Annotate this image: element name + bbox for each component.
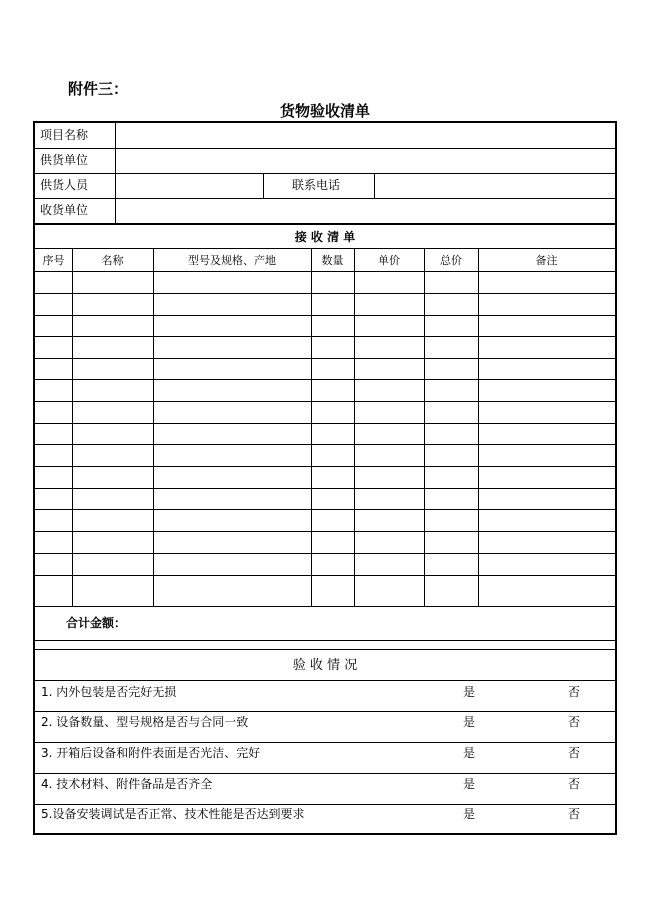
column-header: 总价 xyxy=(440,254,462,267)
section-divider xyxy=(35,223,615,225)
table-row xyxy=(35,553,615,554)
receipt-section-title: 接 收 清 单 xyxy=(294,230,356,244)
info-divider xyxy=(263,173,264,198)
table-row xyxy=(35,488,615,489)
row-divider xyxy=(35,680,615,681)
table-row xyxy=(35,271,615,272)
table-row xyxy=(35,444,615,445)
acceptance-form xyxy=(33,121,617,835)
section-divider xyxy=(35,649,615,650)
column-header: 序号 xyxy=(42,254,65,267)
column-header: 型号及规格、产地 xyxy=(188,254,276,267)
inspection-yes-option[interactable]: 是 xyxy=(463,715,476,729)
inspection-item-text: 3. 开箱后设备和附件表面是否光洁、完好 xyxy=(41,746,261,760)
attachment-label: 附件三： xyxy=(68,80,129,98)
total-amount-field[interactable] xyxy=(145,608,611,638)
column-header: 数量 xyxy=(321,254,344,267)
inspection-item-text: 2. 设备数量、型号规格是否与合同一致 xyxy=(41,715,249,729)
section-divider xyxy=(35,640,615,641)
table-row xyxy=(35,606,615,607)
supplier-person-field[interactable] xyxy=(117,174,261,197)
supplier-label: 供货单位 xyxy=(40,153,89,167)
table-row xyxy=(35,423,615,424)
inspection-no-option[interactable]: 否 xyxy=(568,685,581,699)
table-row xyxy=(35,379,615,380)
table-row xyxy=(35,336,615,337)
table-row xyxy=(35,466,615,467)
supplier-person-label: 供货人员 xyxy=(40,178,89,192)
receiver-label: 收货单位 xyxy=(40,203,89,217)
table-row xyxy=(35,315,615,316)
inspection-no-option[interactable]: 否 xyxy=(568,746,581,760)
inspection-yes-option[interactable]: 是 xyxy=(463,807,476,821)
table-row xyxy=(35,401,615,402)
total-label: 合计金额： xyxy=(66,616,127,630)
row-divider xyxy=(35,804,615,805)
inspection-yes-option[interactable]: 是 xyxy=(463,777,476,791)
table-row xyxy=(35,575,615,576)
table-row xyxy=(35,358,615,359)
row-divider xyxy=(35,742,615,743)
table-row xyxy=(35,293,615,294)
inspection-yes-option[interactable]: 是 xyxy=(463,746,476,760)
project-name-field[interactable] xyxy=(117,124,613,147)
contact-phone-label: 联系电话 xyxy=(292,178,341,192)
inspection-item-text: 4. 技术材料、附件备品是否齐全 xyxy=(41,777,213,791)
contact-phone-field[interactable] xyxy=(376,174,613,197)
column-header: 名称 xyxy=(101,254,124,267)
receiver-field[interactable] xyxy=(117,199,613,222)
table-row xyxy=(35,509,615,510)
row-divider xyxy=(35,711,615,712)
row-divider xyxy=(35,773,615,774)
inspection-no-option[interactable]: 否 xyxy=(568,715,581,729)
info-divider xyxy=(374,173,375,198)
column-header: 单价 xyxy=(378,254,400,267)
inspection-item-text: 5.设备安装调试是否正常、技术性能是否达到要求 xyxy=(41,807,305,821)
inspection-item-text: 1. 内外包装是否完好无损 xyxy=(41,685,177,699)
inspection-no-option[interactable]: 否 xyxy=(568,807,581,821)
project-name-label: 项目名称 xyxy=(40,128,89,142)
inspection-section-title: 验 收 情 况 xyxy=(292,658,358,673)
inspection-yes-option[interactable]: 是 xyxy=(463,685,476,699)
column-header: 备注 xyxy=(535,254,558,267)
table-row xyxy=(35,531,615,532)
inspection-no-option[interactable]: 否 xyxy=(568,777,581,791)
page-title: 货物验收清单 xyxy=(279,102,370,120)
row-divider xyxy=(35,248,615,249)
supplier-field[interactable] xyxy=(117,149,613,172)
